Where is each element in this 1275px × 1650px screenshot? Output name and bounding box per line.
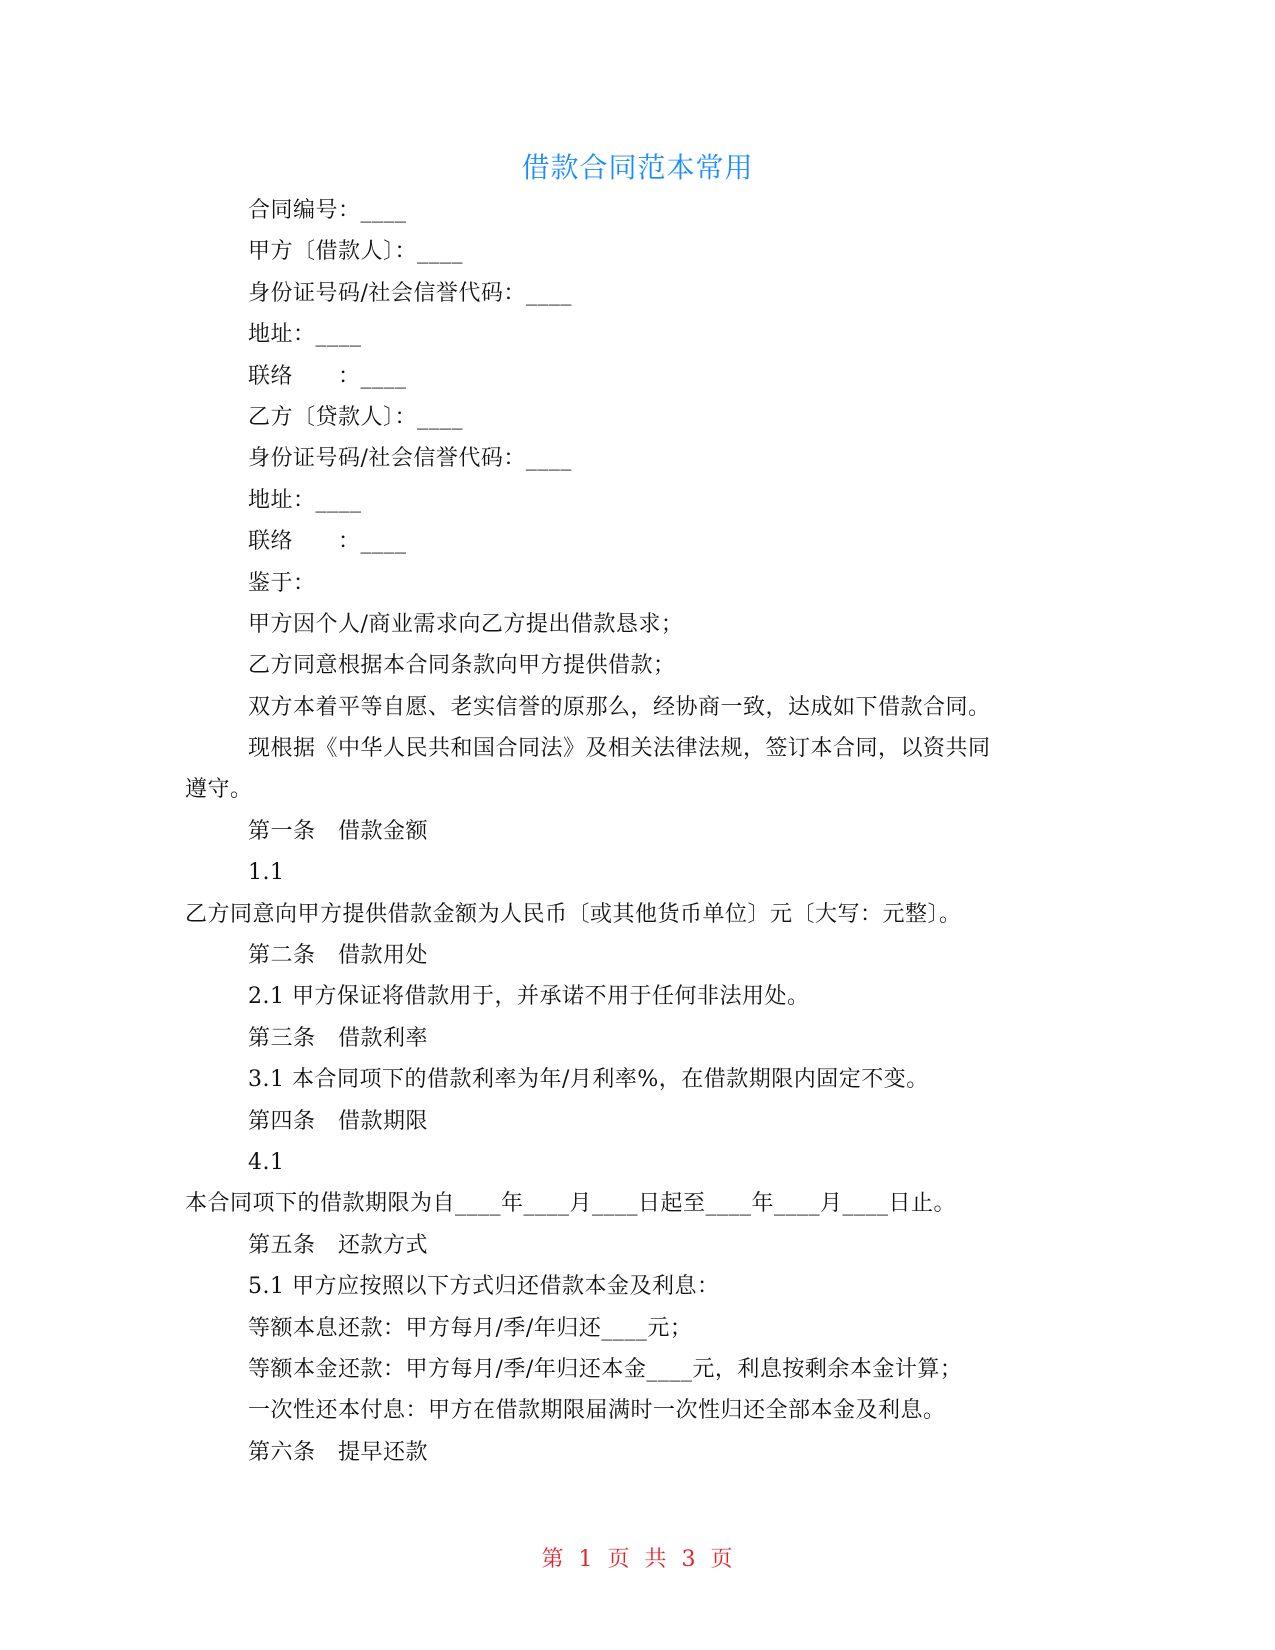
repayment-option: 等额本息还款：甲方每月/季/年归还____元；	[248, 1315, 693, 1341]
party-b-address-line: 地址：____	[248, 487, 362, 513]
document-body	[185, 190, 1085, 1473]
party-b-contact-line: 联络 ：____	[248, 529, 407, 555]
article-heading: 第一条 借款金额	[248, 818, 429, 844]
party-a-address-line: 地址：____	[248, 322, 362, 348]
clause-text: 本合同项下的借款期限为自____年____月____日起至____年____月____日止。	[185, 1191, 957, 1217]
clause-text: 乙方同意向甲方提供借款金额为人民币〔或其他货币单位〕元〔大写：元整〕。	[185, 901, 962, 927]
clause-text: 5.1 甲方应按照以下方式归还借款本金及利息：	[248, 1274, 720, 1300]
party-a-id-line: 身份证号码/社会信誉代码：____	[248, 280, 572, 306]
page-title: 借款合同范本常用	[521, 151, 754, 184]
article-heading: 第四条 借款期限	[248, 1108, 429, 1134]
party-a-contact-line: 联络 ：____	[248, 363, 407, 389]
article-heading: 第六条 提早还款	[248, 1439, 429, 1465]
repayment-option: 一次性还本付息：甲方在借款期限届满时一次性归还全部本金及利息。	[248, 1398, 946, 1424]
party-b-line: 乙方〔贷款人〕：____	[248, 404, 464, 430]
article-heading: 第二条 借款用处	[248, 943, 429, 969]
whereas-clause: 乙方同意根据本合同条款向甲方提供借款；	[248, 653, 676, 679]
party-a-line: 甲方〔借款人〕：____	[248, 239, 464, 265]
whereas-clause: 双方本着平等自愿、老实信誉的原那么，经协商一致，达成如下借款合同。	[248, 694, 991, 720]
preamble-continuation: 遵守。	[185, 777, 253, 803]
footer-total-suffix: 页	[710, 1547, 734, 1572]
footer-page-mid: 页	[607, 1547, 631, 1572]
clause-text: 2.1 甲方保证将借款用于，并承诺不用于任何非法用处。	[248, 984, 810, 1010]
whereas-heading: 鉴于：	[248, 570, 316, 596]
article-heading: 第三条 借款利率	[248, 1025, 429, 1051]
contract-number-line: 合同编号：____	[248, 198, 407, 223]
party-b-id-line: 身份证号码/社会信誉代码：____	[248, 446, 572, 472]
footer-total-prefix: 共	[644, 1547, 668, 1572]
whereas-clause: 甲方因个人/商业需求向乙方提出借款恳求；	[248, 611, 684, 637]
preamble-line: 现根据《中华人民共和国合同法》及相关法律法规，签订本合同，以资共同	[248, 736, 991, 762]
clause-number: 4.1	[248, 1149, 285, 1175]
repayment-option: 等额本金还款：甲方每月/季/年归还本金____元，利息按剩余本金计算；	[248, 1356, 963, 1382]
article-heading: 第五条 还款方式	[248, 1232, 429, 1258]
footer-total-pages: 3	[681, 1547, 697, 1572]
footer-page-prefix: 第	[541, 1547, 565, 1572]
footer-page-number: 1	[578, 1547, 594, 1572]
page-footer	[0, 1545, 1275, 1575]
clause-text: 3.1 本合同项下的借款利率为年/月利率%，在借款期限内固定不变。	[248, 1067, 929, 1093]
clause-number: 1.1	[248, 860, 285, 886]
